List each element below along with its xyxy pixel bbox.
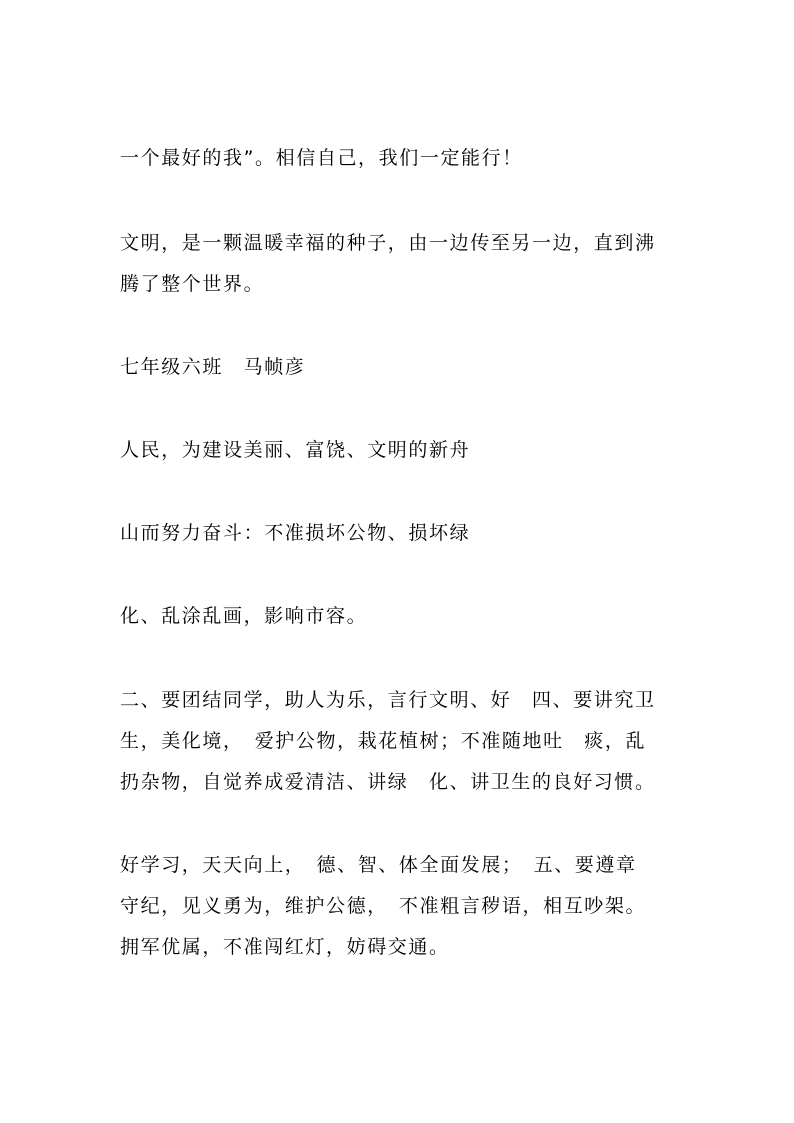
- text-line: 化、乱涂乱画，影响市容。: [120, 605, 368, 627]
- text-line: 扔杂物，自觉养成爱清洁、讲绿 化、讲卫生的良好习惯。: [120, 771, 656, 793]
- text-line: 一个最好的我”。相信自己，我们一定能行！: [120, 147, 523, 169]
- text-line: 生，美化境， 爱护公物，栽花植树；不准随地吐 痰，乱: [120, 730, 647, 752]
- text-line: 好学习，天天向上， 德、智、体全面发展； 五、要遵章: [120, 854, 637, 876]
- text-line: 二、要团结同学，助人为乐，言行文明、好 四、要讲究卫: [120, 689, 656, 711]
- text-line: 拥军优属，不准闯红灯，妨碍交通。: [120, 936, 450, 958]
- text-line: 人民，为建设美丽、富饶、文明的新舟: [120, 439, 471, 461]
- text-line: 文明，是一颗温暖幸福的种子，由一边传至另一边，直到沸: [120, 232, 656, 254]
- text-line: 七年级六班 马帧彦: [120, 356, 306, 378]
- text-line: 腾了整个世界。: [120, 273, 265, 295]
- text-line: 守纪，见义勇为，维护公德， 不准粗言秽语，相互吵架。: [120, 895, 647, 917]
- text-line: 山而努力奋斗：不准损坏公物、损坏绿: [120, 522, 471, 544]
